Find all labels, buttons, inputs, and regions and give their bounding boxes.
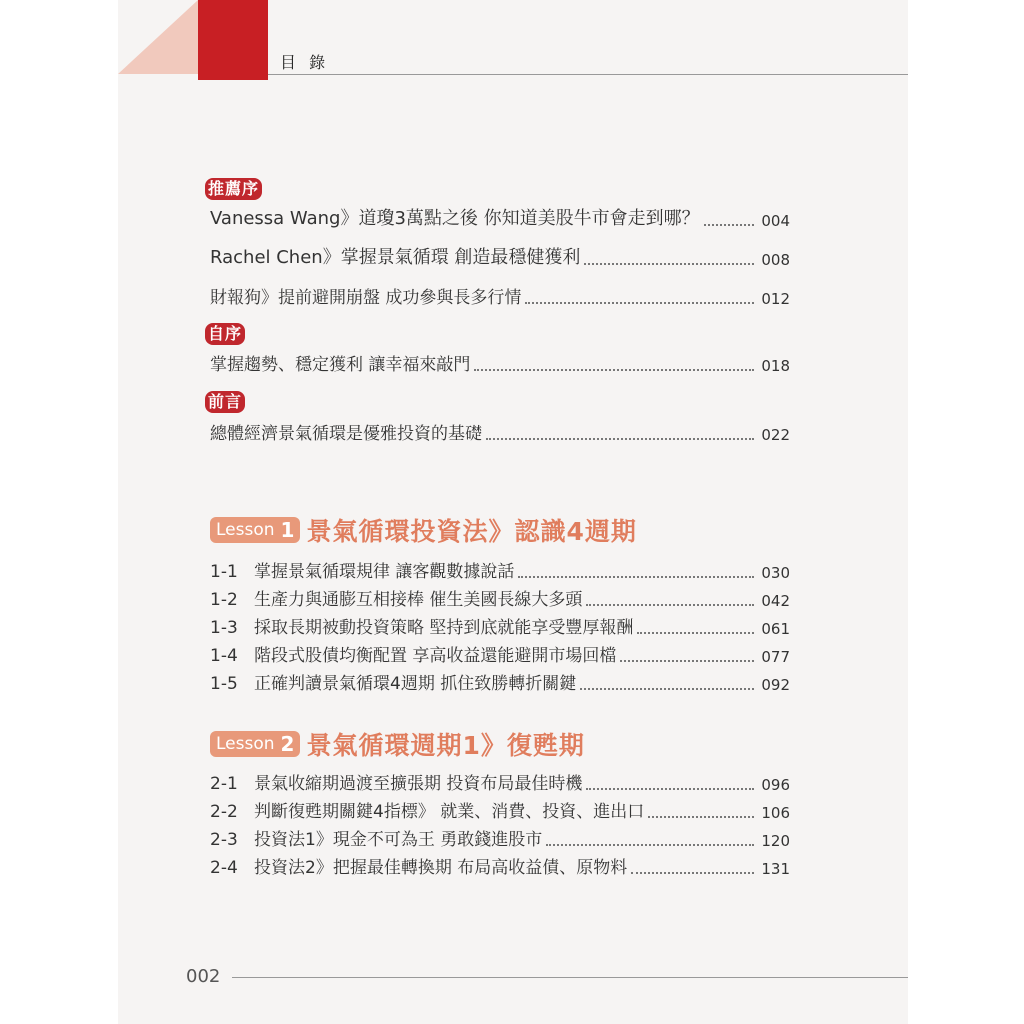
toc-text: 階段式股債均衡配置 享高收益還能避開市場回檔 bbox=[254, 646, 617, 666]
toc-text: 判斷復甦期關鍵4指標》 就業、消費、投資、進出口 bbox=[254, 802, 645, 822]
lesson-tag bbox=[210, 517, 300, 543]
toc-row[interactable] bbox=[210, 825, 790, 850]
dot-leader bbox=[586, 604, 754, 606]
toc-text: 投資法1》現金不可為王 勇敢錢進股市 bbox=[254, 830, 543, 850]
toc-page: 042 bbox=[761, 592, 790, 610]
lesson-title: 景氣循環投資法》認識4週期 bbox=[306, 517, 637, 546]
lesson-label: Lesson bbox=[216, 520, 275, 540]
toc-row[interactable] bbox=[210, 243, 790, 269]
toc-text: 掌握趨勢、穩定獲利 讓幸福來敲門 bbox=[210, 355, 471, 375]
toc-number: 2-4 bbox=[210, 858, 238, 878]
toc-page: 061 bbox=[761, 620, 790, 638]
lesson-number: 2 bbox=[280, 732, 295, 756]
dot-leader bbox=[584, 263, 754, 265]
toc-number: 1-4 bbox=[210, 646, 238, 666]
badge-foreword: 前言 bbox=[205, 391, 245, 413]
toc-page: 012 bbox=[761, 290, 790, 308]
header-divider bbox=[268, 74, 908, 75]
dot-leader bbox=[580, 688, 754, 690]
toc-row[interactable] bbox=[210, 669, 790, 694]
toc-row[interactable] bbox=[210, 557, 790, 582]
red-header-block bbox=[198, 0, 268, 80]
toc-number: 1-2 bbox=[210, 590, 238, 610]
toc-page: 131 bbox=[761, 860, 790, 878]
toc-row[interactable] bbox=[210, 853, 790, 878]
dot-leader bbox=[586, 788, 754, 790]
toc-page: 030 bbox=[761, 564, 790, 582]
toc-text: Rachel Chen》掌握景氣循環 創造最穩健獲利 bbox=[210, 247, 581, 268]
lesson-1-heading bbox=[210, 512, 637, 548]
toc-page: 008 bbox=[761, 251, 790, 269]
toc-page: 077 bbox=[761, 648, 790, 666]
toc-row[interactable] bbox=[210, 204, 790, 230]
toc-row[interactable] bbox=[210, 641, 790, 666]
toc-text: 掌握景氣循環規律 讓客觀數據說話 bbox=[254, 562, 515, 582]
dot-leader bbox=[546, 844, 754, 846]
lesson-tag bbox=[210, 731, 300, 757]
toc-row[interactable] bbox=[210, 419, 790, 444]
toc-row[interactable] bbox=[210, 797, 790, 822]
footer-page-number: 002 bbox=[186, 966, 221, 987]
dot-leader bbox=[486, 438, 754, 440]
corner-triangle-decoration bbox=[118, 0, 198, 74]
toc-page: 092 bbox=[761, 676, 790, 694]
toc-text: 生產力與通膨互相接棒 催生美國長線大多頭 bbox=[254, 590, 583, 610]
dot-leader bbox=[648, 816, 754, 818]
toc-text: 財報狗》提前避開崩盤 成功參與長多行情 bbox=[210, 288, 522, 308]
toc-page: 106 bbox=[761, 804, 790, 822]
toc-text: 總體經濟景氣循環是優雅投資的基礎 bbox=[210, 424, 482, 444]
badge-preface: 自序 bbox=[205, 323, 245, 345]
dot-leader bbox=[474, 369, 754, 371]
footer-divider bbox=[232, 977, 908, 978]
toc-number: 1-3 bbox=[210, 618, 238, 638]
toc-number: 2-2 bbox=[210, 802, 238, 822]
page-title: 目 錄 bbox=[280, 53, 330, 72]
dot-leader bbox=[704, 224, 754, 226]
toc-number: 2-1 bbox=[210, 774, 238, 794]
toc-text: 正確判讀景氣循環4週期 抓住致勝轉折關鍵 bbox=[254, 674, 577, 694]
toc-page: 096 bbox=[761, 776, 790, 794]
toc-text: Vanessa Wang》道瓊3萬點之後 你知道美股牛市會走到哪？ bbox=[210, 208, 700, 229]
lesson-number: 1 bbox=[280, 518, 295, 542]
toc-number: 2-3 bbox=[210, 830, 238, 850]
lesson-2-heading bbox=[210, 726, 585, 762]
toc-row[interactable] bbox=[210, 613, 790, 638]
toc-page: 018 bbox=[761, 357, 790, 375]
toc-row[interactable] bbox=[210, 283, 790, 308]
toc-row[interactable] bbox=[210, 585, 790, 610]
toc-row[interactable] bbox=[210, 769, 790, 794]
lesson-title: 景氣循環週期1》復甦期 bbox=[306, 731, 585, 760]
toc-text: 景氣收縮期過渡至擴張期 投資布局最佳時機 bbox=[254, 774, 583, 794]
toc-row[interactable] bbox=[210, 350, 790, 375]
toc-number: 1-1 bbox=[210, 562, 238, 582]
toc-page: 120 bbox=[761, 832, 790, 850]
toc-text: 採取長期被動投資策略 堅持到底就能享受豐厚報酬 bbox=[254, 618, 634, 638]
toc-page: 022 bbox=[761, 426, 790, 444]
lesson-label: Lesson bbox=[216, 734, 275, 754]
toc-number: 1-5 bbox=[210, 674, 238, 694]
dot-leader bbox=[518, 576, 754, 578]
dot-leader bbox=[525, 302, 754, 304]
dot-leader bbox=[637, 632, 754, 634]
toc-page: 004 bbox=[761, 212, 790, 230]
toc-text: 投資法2》把握最佳轉換期 布局高收益債、原物料 bbox=[254, 858, 628, 878]
badge-recommend: 推薦序 bbox=[205, 178, 262, 200]
dot-leader bbox=[620, 660, 754, 662]
dot-leader bbox=[631, 872, 754, 874]
